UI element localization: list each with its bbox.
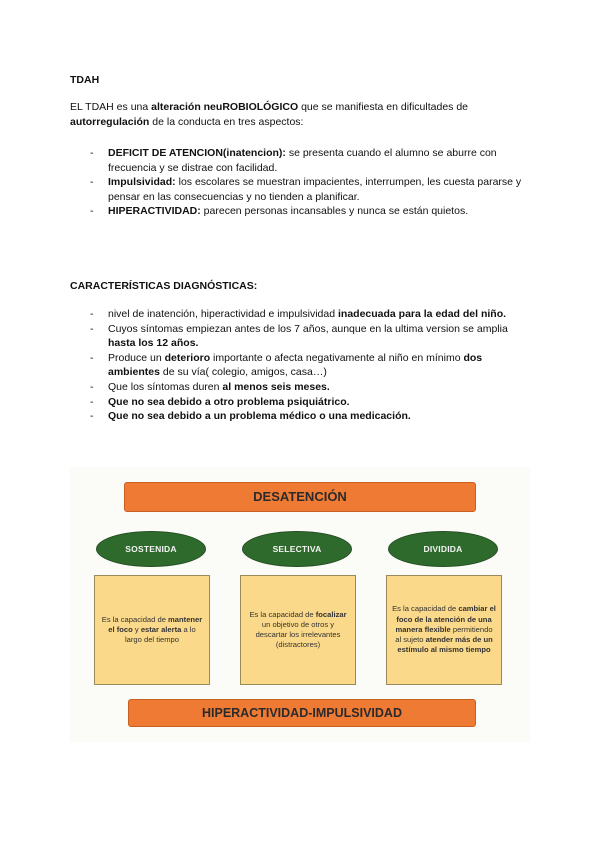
criterion-text: de su vía( colegio, amigos, casa…) xyxy=(159,366,327,379)
intro-text-3: de la conducta en tres aspectos: xyxy=(149,115,304,128)
box-sostenida xyxy=(94,575,210,685)
criterion-text: nivel de inatención, hiperactividad e impulsividad xyxy=(108,308,338,320)
box-text: a lo largo del tiempo xyxy=(124,624,196,645)
aspect-label: Impulsividad: xyxy=(108,176,176,189)
list-item xyxy=(90,307,530,322)
oval-dividida: DIVIDIDA xyxy=(388,531,498,567)
intro-bold-1: alteración neuROBIOLÓGICO xyxy=(151,101,299,113)
box-text: un objetivo de otros y descartar los irrelevantes (distractores) xyxy=(255,619,341,650)
intro-bold-2: autorregulación xyxy=(70,115,150,128)
oval-selectiva: SELECTIVA xyxy=(242,531,352,567)
criterion-bold: Que no sea debido a otro problema psiquiátrico. xyxy=(108,395,350,408)
aspect-label: DEFICIT DE ATENCION(inatencion): xyxy=(108,147,286,159)
intro-paragraph xyxy=(70,100,525,129)
box-bold: mantener el foco xyxy=(108,614,203,634)
section-heading: CARACTERÍSTICAS DIAGNÓSTICAS: xyxy=(70,280,258,292)
box-text: Es la capacidad de xyxy=(249,609,316,619)
list-item xyxy=(90,175,530,204)
list-item xyxy=(90,322,530,351)
box-bold: estar alerta xyxy=(140,624,182,634)
criterion-bold: inadecuada para la edad del niño. xyxy=(337,308,507,320)
criterion-bold: al menos seis meses. xyxy=(222,380,330,393)
list-item xyxy=(90,351,530,380)
box-bold: atender más de un estímulo al mismo tiempo xyxy=(397,635,493,655)
desatencion-banner: DESATENCIÓN xyxy=(124,482,476,512)
criterion-bold: hasta los 12 años. xyxy=(108,337,199,350)
oval-sostenida: SOSTENIDA xyxy=(96,531,206,567)
list-item xyxy=(90,380,530,395)
criterion-text: Cuyos síntomas empiezan antes de los 7 años, aunque en la ultima version se amplia xyxy=(108,322,508,335)
criterion-text: Que los síntomas duren xyxy=(108,380,223,393)
list-item xyxy=(90,395,530,410)
criterion-bold: Que no sea debido a un problema médico o una medicación. xyxy=(108,410,411,423)
intro-text-2: que se manifiesta en dificultades de xyxy=(298,101,469,113)
box-bold: cambiar el foco de la atención de una manera flexible xyxy=(395,604,496,634)
aspect-label: HIPERACTIVIDAD: xyxy=(108,205,201,218)
box-text: y xyxy=(132,624,141,634)
criteria-list xyxy=(90,307,530,424)
aspects-list xyxy=(90,146,530,219)
criterion-text: Produce un xyxy=(108,351,165,364)
box-bold: focalizar xyxy=(315,609,347,619)
box-text: permitiendo al sujeto xyxy=(395,624,493,645)
list-item xyxy=(90,409,530,424)
aspect-text: se presenta cuando el alumno se aburre con frecuencia y se distrae con facilidad. xyxy=(108,147,497,174)
box-text: Es la capacidad de xyxy=(101,614,169,624)
criterion-bold: dos ambientes xyxy=(108,351,483,379)
attention-diagram xyxy=(70,467,530,742)
list-item xyxy=(90,146,530,175)
intro-text-1: EL TDAH es una xyxy=(70,101,152,113)
list-item xyxy=(90,204,530,219)
criterion-text: importante o afecta negativamente al niño en mínimo xyxy=(210,351,464,364)
doc-title: TDAH xyxy=(70,74,100,86)
box-selectiva xyxy=(240,575,356,685)
aspect-text: parecen personas incansables y nunca se están quietos. xyxy=(200,205,469,218)
box-text: Es la capacidad de xyxy=(392,604,459,614)
criterion-bold: deterioro xyxy=(164,351,211,364)
hiperactividad-banner: HIPERACTIVIDAD-IMPULSIVIDAD xyxy=(128,699,476,727)
aspect-text: los escolares se muestran impacientes, interrumpen, les cuesta pararse y pensar en las consecuencias y no tienden a planificar. xyxy=(108,176,522,203)
box-dividida xyxy=(386,575,502,685)
